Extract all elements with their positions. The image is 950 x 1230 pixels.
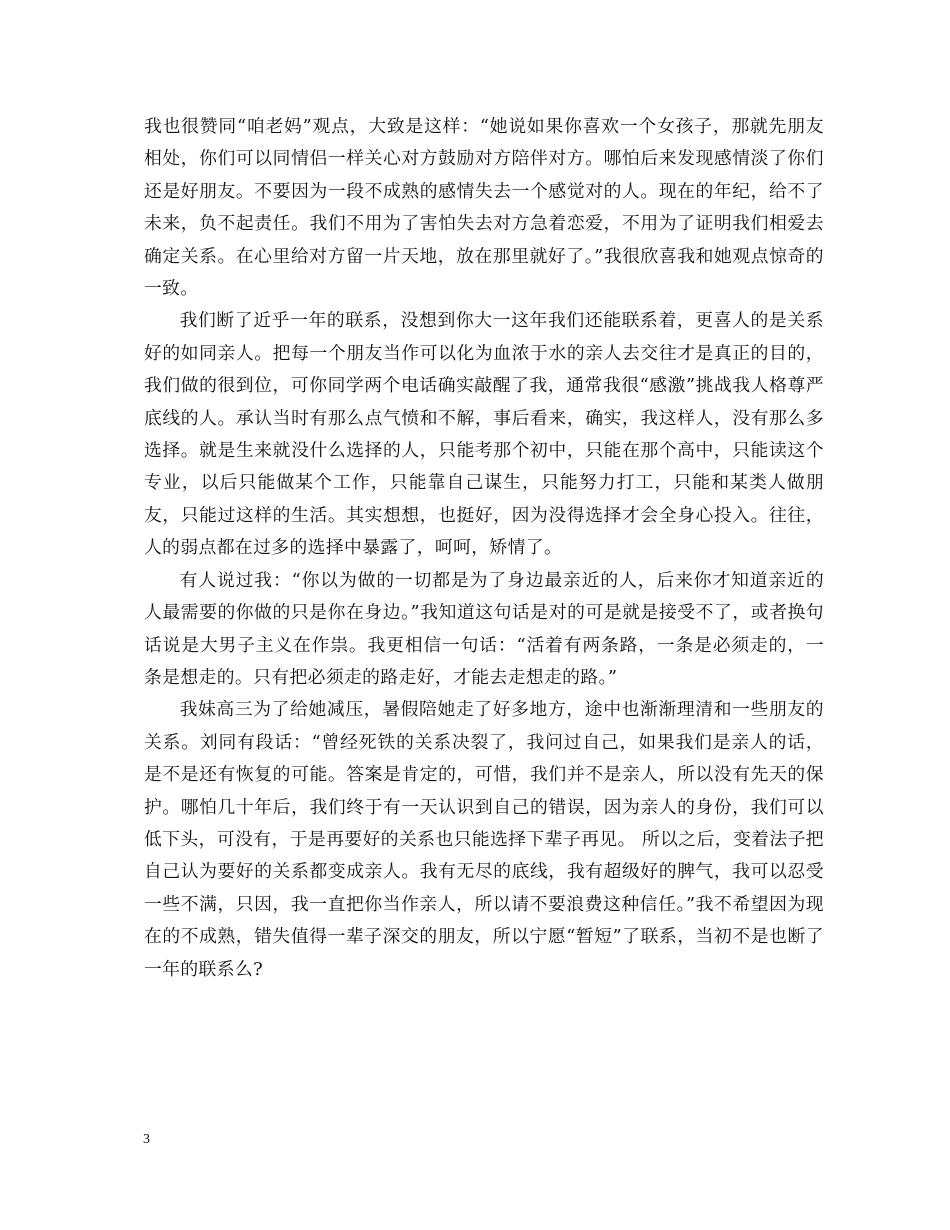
document-body [144,111,824,986]
paragraph-1: 我也很赞同“咱老妈”观点，大致是这样：“她说如果你喜欢一个女孩子，那就先朋友相处，你们可以同情侣一样关心对方鼓励对方陪伴对方。哪怕后来发现感情淡了你们还是好朋友。不要因为一段不成熟的感情失去一个感觉对的人。现在的年纪，给不了未来，负不起责任。我们不用为了害怕失去对方急着恋爱，不用为了证明我们相爱去确定关系。在心里给对方留一片天地，放在那里就好了。”我很欣喜我和她观点惊奇的一致。 [144,116,824,300]
paragraph-2: 我们断了近乎一年的联系，没想到你大一这年我们还能联系着，更喜人的是关系好的如同亲人。把每一个朋友当作可以化为血浓于水的亲人去交往才是真正的目的，我们做的很到位，可你同学两个电话确实敲醒了我，通常我很“感激”挑战我人格尊严底线的人。承认当时有那么点气愤和不解，事后看来，确实，我这样人，没有那么多选择。就是生来就没什么选择的人，只能考那个初中，只能在那个高中，只能读这个专业，以后只能做某个工作，只能靠自己谋生，只能努力打工，只能和某类人做朋友，只能过这样的生活。其实想想，也挺好，因为没得选择才会全身心投入。往往，人的弱点都在过多的选择中暴露了，呵呵，矫情了。 [144,310,824,559]
page-number: 3 [143,1132,150,1147]
paragraph-3: 有人说过我：“你以为做的一切都是为了身边最亲近的人，后来你才知道亲近的人最需要的你做的只是你在身边。”我知道这句话是对的可是就是接受不了，或者换句话说是大男子主义在作祟。我更相信一句话：“活着有两条路，一条是必须走的，一条是想走的。只有把必须走的路走好，才能去走想走的路。” [144,569,824,688]
paragraph-4: 我妹高三为了给她减压，暑假陪她走了好多地方，途中也渐渐理清和一些朋友的关系。刘同有段话：“曾经死铁的关系决裂了，我问过自己，如果我们是亲人的话，是不是还有恢复的可能。答案是肯定的，可惜，我们并不是亲人，所以没有先天的保护。哪怕几十年后，我们终于有一天认识到自己的错误，因为亲人的身份，我们可以低下头，可没有，于是再要好的关系也只能选择下辈子再见。 所以之后，变着法子把自己认为要好的关系都变成亲人。我有无尽的底线，我有超级好的脾气，我可以忍受一些不满，只因，我一直把你当作亲人，所以请不要浪费这种信任。”我不希望因为现在的不成熟，错失值得一辈子深交的朋友，所以宁愿“暂短”了联系，当初不是也断了一年的联系么? [144,699,824,980]
